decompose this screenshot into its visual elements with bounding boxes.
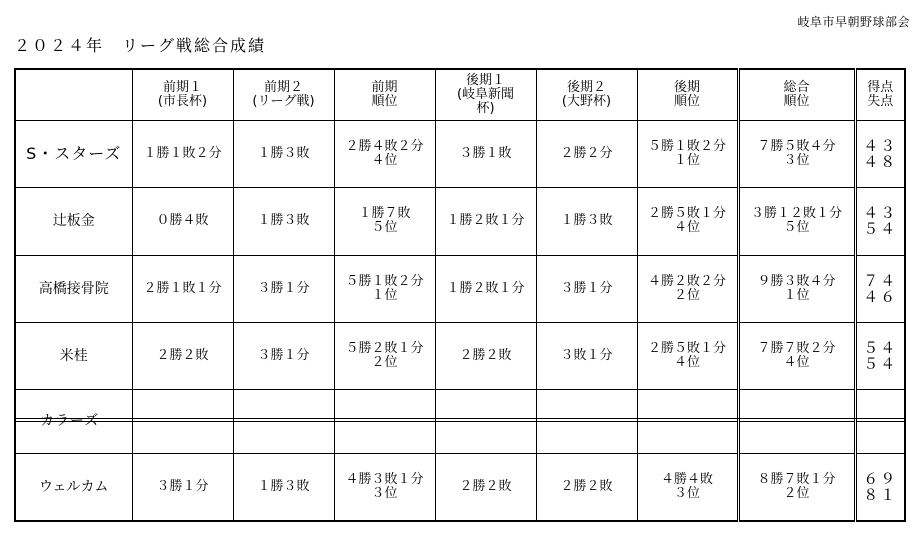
withdrawn-team-name: カラーズ bbox=[40, 413, 100, 429]
kouki-rank-cell: ５勝１敗２分 １位 bbox=[637, 121, 738, 188]
runs-cell: ５４ ５４ bbox=[855, 322, 905, 389]
kouki2-cell: ３敗１分 bbox=[536, 322, 637, 389]
table-row bbox=[15, 188, 905, 255]
kouki2-cell: １勝３敗 bbox=[536, 188, 637, 255]
team-name: 高橋接骨院 bbox=[15, 255, 132, 322]
empty-cell bbox=[855, 422, 905, 454]
empty-cell bbox=[855, 390, 905, 422]
kouki2-cell: ２勝２分 bbox=[536, 121, 637, 188]
header-zenki1: 前期１ (市長杯) bbox=[132, 69, 233, 121]
team-name: S・スターズ bbox=[15, 121, 132, 188]
header-total-rank: 総合 順位 bbox=[738, 69, 855, 121]
empty-cell bbox=[536, 422, 637, 454]
runs-cell: ７４ ４６ bbox=[855, 255, 905, 322]
team-name: ウェルカム bbox=[15, 454, 132, 521]
zenki-rank-cell: ５勝１敗２分 １位 bbox=[334, 255, 435, 322]
header-team bbox=[15, 69, 132, 121]
kouki1-cell: ２勝２敗 bbox=[435, 454, 536, 521]
team-name: 辻板金 bbox=[15, 188, 132, 255]
header-kouki-rank: 後期 順位 bbox=[637, 69, 738, 121]
kouki2-cell: ２勝２敗 bbox=[536, 454, 637, 521]
withdrawn-strike-line bbox=[14, 418, 904, 419]
zenki2-cell: １勝３敗 bbox=[233, 121, 334, 188]
header-zenki-rank: 前期 順位 bbox=[334, 69, 435, 121]
empty-cell bbox=[334, 390, 435, 422]
table-row bbox=[15, 255, 905, 322]
runs-cell: ４３ ５４ bbox=[855, 188, 905, 255]
empty-cell bbox=[435, 422, 536, 454]
zenki2-cell: １勝３敗 bbox=[233, 188, 334, 255]
header-row bbox=[15, 69, 905, 121]
table-row bbox=[15, 121, 905, 188]
empty-cell bbox=[233, 390, 334, 422]
kouki-rank-cell: ４勝２敗２分 ２位 bbox=[637, 255, 738, 322]
empty-cell bbox=[435, 390, 536, 422]
header-runs: 得点 失点 bbox=[855, 69, 905, 121]
zenki1-cell: １勝１敗２分 bbox=[132, 121, 233, 188]
zenki-rank-cell: １勝７敗 ５位 bbox=[334, 188, 435, 255]
kouki1-cell: １勝２敗１分 bbox=[435, 188, 536, 255]
kouki1-cell: １勝２敗１分 bbox=[435, 255, 536, 322]
header-kouki1: 後期１ (岐阜新聞 杯) bbox=[435, 69, 536, 121]
standings-table bbox=[14, 68, 906, 522]
table-row bbox=[15, 322, 905, 389]
zenki-rank-cell: ４勝３敗１分 ３位 bbox=[334, 454, 435, 521]
withdrawn-row-bottom bbox=[15, 422, 905, 454]
header-zenki2: 前期２ (リーグ戦) bbox=[233, 69, 334, 121]
runs-cell: ６９ ８１ bbox=[855, 454, 905, 521]
page-title: ２０２４年 リーグ戦総合成績 bbox=[14, 36, 267, 55]
empty-cell bbox=[132, 390, 233, 422]
empty-cell bbox=[334, 422, 435, 454]
kouki1-cell: ３勝１敗 bbox=[435, 121, 536, 188]
empty-cell bbox=[637, 422, 738, 454]
total-rank-cell: ３勝１２敗１分 ５位 bbox=[738, 188, 855, 255]
total-rank-cell: ９勝３敗４分 １位 bbox=[738, 255, 855, 322]
empty-cell bbox=[738, 422, 855, 454]
empty-cell bbox=[233, 422, 334, 454]
total-rank-cell: ７勝７敗２分 ４位 bbox=[738, 322, 855, 389]
zenki-rank-cell: ２勝４敗２分 ４位 bbox=[334, 121, 435, 188]
total-rank-cell: ７勝５敗４分 ３位 bbox=[738, 121, 855, 188]
empty-cell bbox=[132, 422, 233, 454]
runs-cell: ４３ ４８ bbox=[855, 121, 905, 188]
kouki2-cell: ３勝１分 bbox=[536, 255, 637, 322]
empty-cell bbox=[637, 390, 738, 422]
table-row bbox=[15, 454, 905, 521]
total-rank-cell: ８勝７敗１分 ２位 bbox=[738, 454, 855, 521]
zenki2-cell: ３勝１分 bbox=[233, 255, 334, 322]
zenki2-cell: １勝３敗 bbox=[233, 454, 334, 521]
zenki2-cell: ３勝１分 bbox=[233, 322, 334, 389]
zenki1-cell: ３勝１分 bbox=[132, 454, 233, 521]
kouki-rank-cell: ２勝５敗１分 ４位 bbox=[637, 188, 738, 255]
organization-name: 岐阜市早朝野球部会 bbox=[797, 15, 910, 29]
zenki1-cell: ２勝２敗 bbox=[132, 322, 233, 389]
kouki1-cell: ２勝２敗 bbox=[435, 322, 536, 389]
zenki-rank-cell: ５勝２敗１分 ２位 bbox=[334, 322, 435, 389]
header-kouki2: 後期２ (大野杯) bbox=[536, 69, 637, 121]
empty-cell bbox=[536, 390, 637, 422]
team-name: 米桂 bbox=[15, 322, 132, 389]
zenki1-cell: ０勝４敗 bbox=[132, 188, 233, 255]
withdrawn-row-top bbox=[15, 390, 905, 422]
empty-cell bbox=[738, 390, 855, 422]
zenki1-cell: ２勝１敗１分 bbox=[132, 255, 233, 322]
kouki-rank-cell: ４勝４敗 ３位 bbox=[637, 454, 738, 521]
kouki-rank-cell: ２勝５敗１分 ４位 bbox=[637, 322, 738, 389]
